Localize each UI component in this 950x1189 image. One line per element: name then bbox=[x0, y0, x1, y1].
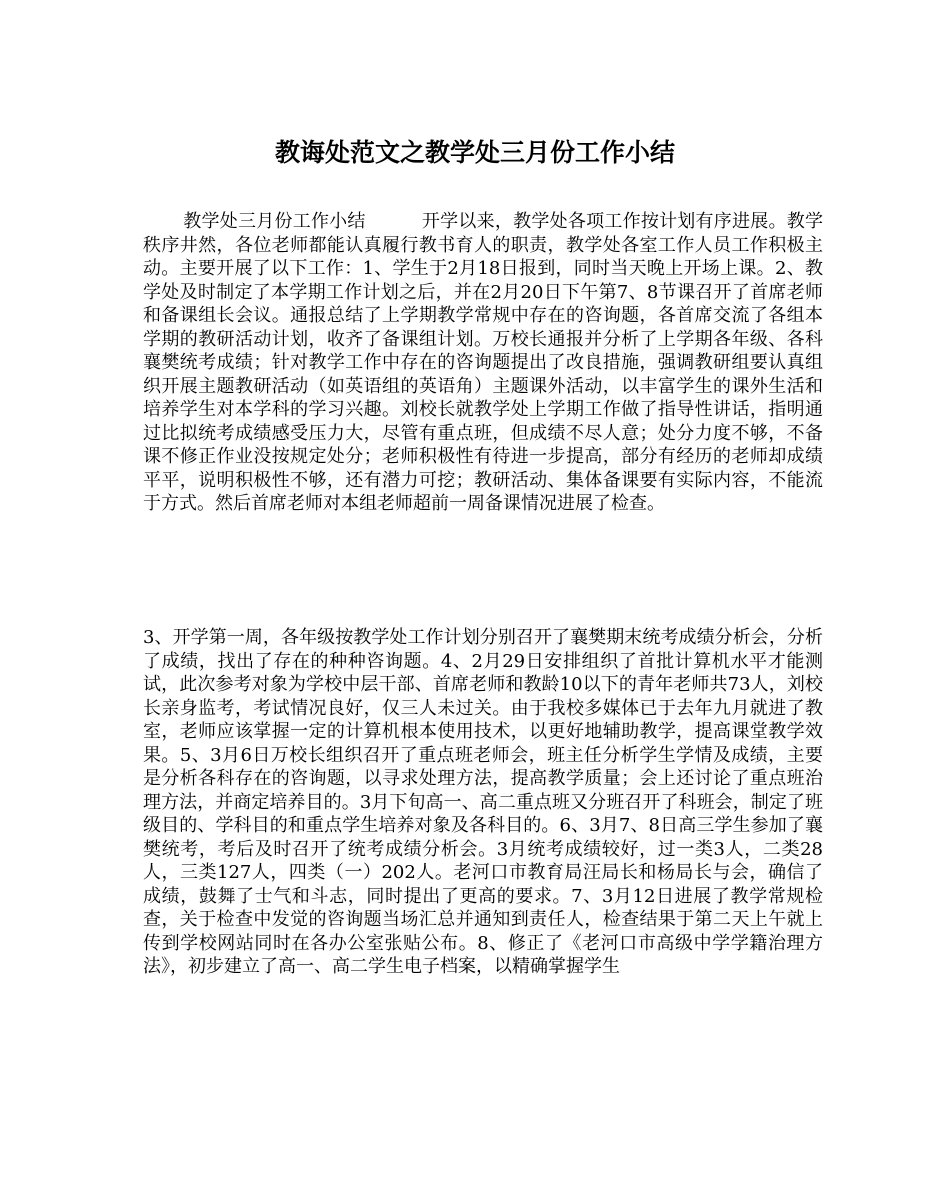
document-title: 教诲处范文之教学处三月份工作小结 bbox=[274, 138, 675, 167]
paragraph-1-text: 开学以来，教学处各项工作按计划有序进展。教学秩序井然，各位老师都能认真履行教书育人的职责，教学处各室工作人员工作积极主动。主要开展了以下工作：1、学生于2月18日报到，同时当天晚上开场上课。2、教学处及时制定了本学期工作计划之后，并在2月20日下午第7、8节课召开了首席老师和备课组长会议。通报总结了上学期教学常规中存在的咨询题，各首席交流了各组本学期的教研活动计划，收齐了备课组计划。万校长通报并分析了上学期各年级、各科襄樊统考成绩；针对教学工作中存在的咨询题提出了改良措施，强调教研组要认真组织开展主题教研活动（如英语组的英语角）主题课外活动，以丰富学生的课外生活和培养学生对本学科的学习兴趣。刘校长就教学处上学期工作做了指导性讲话，指明通过比拟统考成绩感受压力大，尽管有重点班，但成绩不尽人意；处分力度不够，不备课不修正作业没按规定处分；老师积极性有待进一步提高，部分有经历的老师却成绩平平，说明积极性不够，还有潜力可挖；教研活动、集体备课要有实际内容，不能流于方式。然后首席老师对本组老师超前一周备课情况进展了检查。 bbox=[143, 211, 824, 514]
paragraph-2 bbox=[143, 626, 823, 979]
paragraph-2-text: 3、开学第一周，各年级按教学处工作计划分别召开了襄樊期末统考成绩分析会，分析了成绩，找出了存在的种种咨询题。4、2月29日安排组织了首批计算机水平才能测试，此次参考对象为学校中层干部、首席老师和教龄10以下的青年老师共73人，刘校长亲身监考，考试情况良好，仅三人未过关。由于我校多媒体已于去年九月就进了教室，老师应该掌握一定的计算机根本使用技术，以更好地辅助教学，提高课堂教学效果。5、3月6日万校长组织召开了重点班老师会，班主任分析学生学情及成绩，主要是分析各科存在的咨询题，以寻求处理方法，提高教学质量；会上还讨论了重点班治理方法，并商定培养目的。3月下旬高一、高二重点班又分班召开了科班会，制定了班级目的、学科目的和重点学生培养对象及各科目的。6、3月7、8日高三学生参加了襄樊统考，考后及时召开了统考成绩分析会。3月统考成绩较好，过一类3人，二类28人，三类127人，四类（一）202人。老河口市教育局汪局长和杨局长与会，确信了成绩，鼓舞了士气和斗志，同时提出了更高的要求。7、3月12日进展了教学常规检查，关于检查中发觉的咨询题当场汇总并通知到责任人，检查结果于第二天上午就上传到学校网站同时在各办公室张贴公布。8、修正了《老河口市高级中学学籍治理方法》，初步建立了高一、高二学生电子档案，以精确掌握学生 bbox=[143, 627, 823, 977]
paragraph-1-heading: 教学处三月份工作小结 bbox=[183, 211, 366, 232]
paragraph-1 bbox=[143, 210, 823, 516]
